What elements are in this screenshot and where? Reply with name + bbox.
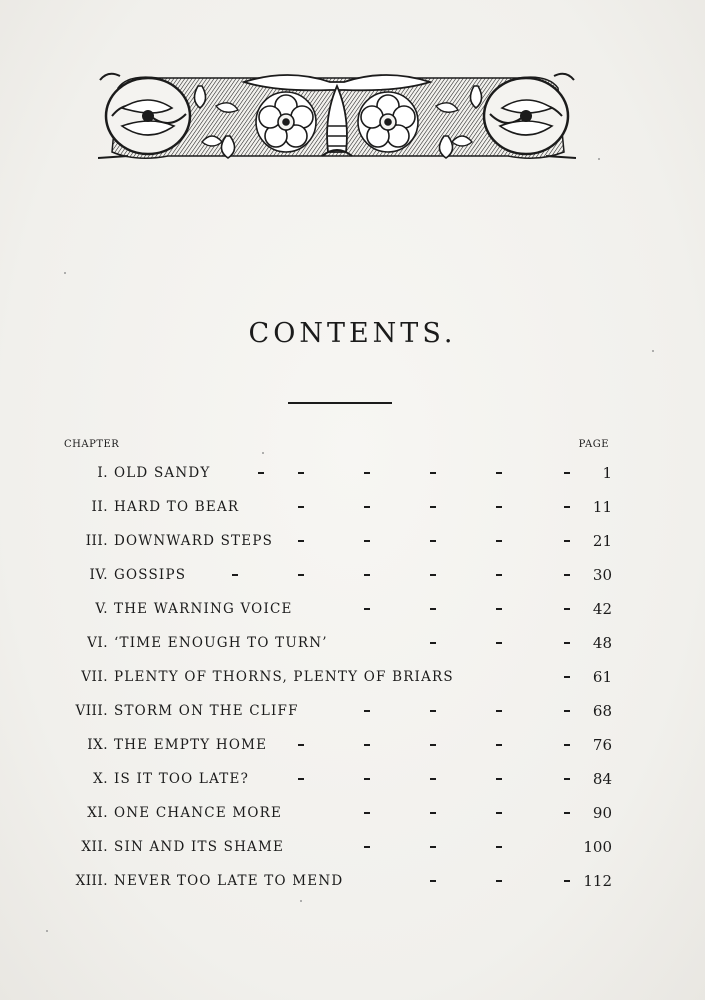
- toc-entry: [0, 666, 705, 688]
- chapter-number: X.: [93, 771, 108, 787]
- page-number: 30: [592, 566, 612, 584]
- chapter-number: V.: [95, 601, 108, 617]
- chapter-title: ONE CHANCE MORE: [114, 805, 283, 821]
- chapter-title: HARD TO BEAR: [114, 499, 240, 515]
- page-number: 42: [592, 600, 612, 618]
- chapter-number: III.: [85, 533, 108, 549]
- chapter-number: VII.: [81, 669, 108, 685]
- chapter-number: VI.: [87, 635, 108, 651]
- chapter-number: I.: [97, 465, 108, 481]
- page-number: 100: [583, 838, 612, 856]
- page-column-label: PAGE: [578, 439, 609, 450]
- page-number: 48: [592, 634, 612, 652]
- chapter-number: II.: [91, 499, 108, 515]
- chapter-number: IX.: [87, 737, 108, 753]
- page-number: 1: [602, 464, 612, 482]
- page-number: 68: [592, 702, 612, 720]
- heading-rule: [288, 402, 392, 404]
- chapter-number: IV.: [89, 567, 108, 583]
- chapter-title: PLENTY OF THORNS, PLENTY OF BRIARS: [114, 669, 454, 685]
- chapter-title: THE EMPTY HOME: [114, 737, 268, 753]
- toc-entry: [0, 802, 705, 824]
- page-number: 112: [583, 872, 612, 890]
- toc-entry: [0, 734, 705, 756]
- chapter-title: THE WARNING VOICE: [114, 601, 293, 617]
- chapter-title: STORM ON THE CLIFF: [114, 703, 299, 719]
- page-number: 90: [592, 804, 612, 822]
- chapter-title: IS IT TOO LATE?: [114, 771, 250, 787]
- toc-entry: [0, 870, 705, 892]
- toc-entry: [0, 700, 705, 722]
- chapter-title: DOWNWARD STEPS: [114, 533, 274, 549]
- toc-entry: [0, 530, 705, 552]
- toc-entry: [0, 768, 705, 790]
- toc-entry: [0, 564, 705, 586]
- toc-entry: [0, 632, 705, 654]
- chapter-column-label: CHAPTER: [64, 439, 120, 450]
- toc-entry: [0, 496, 705, 518]
- contents-heading: CONTENTS.: [248, 318, 457, 349]
- page-number: 21: [592, 532, 612, 550]
- toc-entry: [0, 598, 705, 620]
- chapter-title: OLD SANDY: [114, 465, 211, 481]
- toc-entry: [0, 462, 705, 484]
- page-number: 84: [592, 770, 612, 788]
- chapter-title: GOSSIPS: [114, 567, 187, 583]
- chapter-number: VIII.: [75, 703, 108, 719]
- chapter-title: NEVER TOO LATE TO MEND: [114, 873, 344, 889]
- chapter-title: SIN AND ITS SHAME: [114, 839, 285, 855]
- chapter-number: XII.: [81, 839, 108, 855]
- floral-headpiece-ornament-icon: [98, 66, 576, 168]
- toc-entry: [0, 836, 705, 858]
- chapter-title: ‘TIME ENOUGH TO TURN’: [114, 635, 328, 651]
- page-number: 11: [592, 498, 612, 516]
- page-number: 61: [592, 668, 612, 686]
- page-number: 76: [592, 736, 612, 754]
- chapter-number: XI.: [87, 805, 108, 821]
- chapter-number: XIII.: [75, 873, 108, 889]
